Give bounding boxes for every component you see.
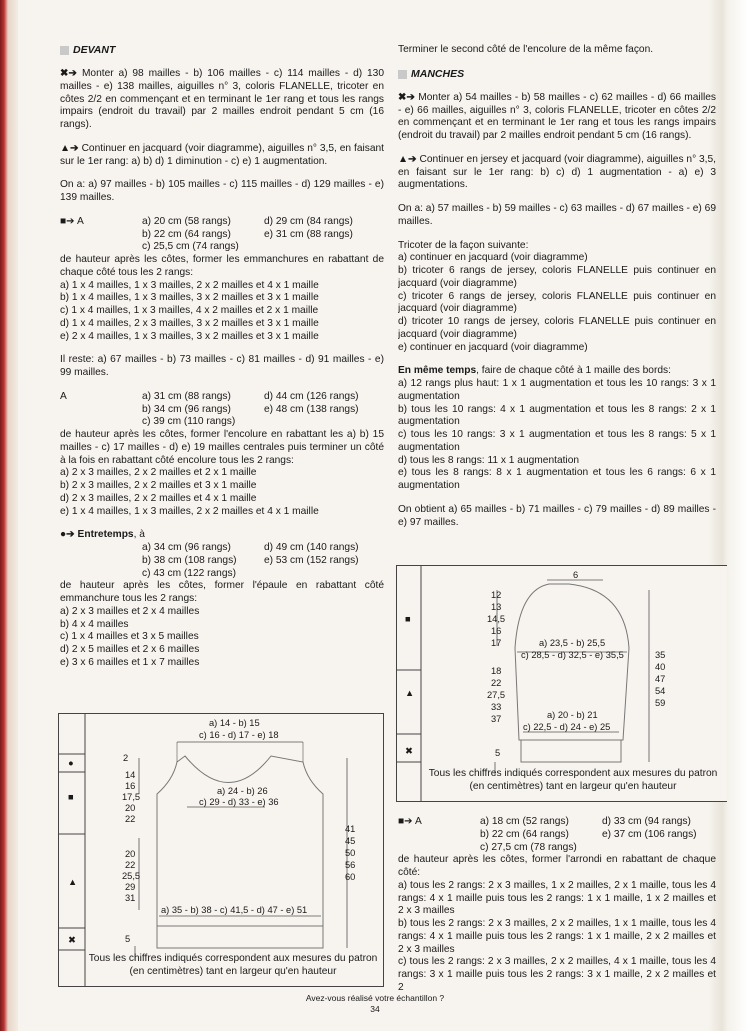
svg-text:22: 22 bbox=[125, 860, 136, 870]
devant-armhole-heights: ■➔ A a) 20 cm (58 rangs) d) 29 cm (84 rangs) b) 22 cm (64 rangs) e) 31 cm (88 rangs) c) 25,5 cm (74 rangs) bbox=[60, 215, 353, 253]
svg-text:31: 31 bbox=[125, 893, 136, 903]
svg-text:59: 59 bbox=[655, 698, 666, 708]
manches-meme-temps: En même temps, faire de chaque côté à 1 maille des bords: bbox=[398, 365, 671, 377]
page-number: 34 bbox=[370, 1004, 380, 1014]
svg-text:45: 45 bbox=[345, 836, 356, 846]
devant-intro: ✖➔ Monter a) 98 mailles - b) 106 mailles - c) 114 mailles - d) 130 mailles - e) 138 mailles, aiguilles n° 3, coloris FLANELLE, tricoter en côtes 2/2 en commençant et en terminant le 1er rang et tous les rangs impairs (endroit du travail) par 2 mailles endroit pendant 5 cm (16 rangs). bbox=[60, 68, 384, 131]
svg-text:16: 16 bbox=[491, 626, 502, 636]
manches-tricoter-list: a) continuer en jacquard (voir diagramme) b) tricoter 6 rangs de jersey, coloris FLANELLE puis continuer en jacquard (voir diagramme) c) tricoter 6 rangs de jersey, coloris FLANELLE puis continuer en jacquard (voir diagramme) d) tricoter 10 rangs de jersey, coloris FLANELLE puis continuer en jacquard (voir diagramme) e) continuer en jacquard (voir diagramme) bbox=[398, 252, 716, 353]
svg-text:a) 14 - b) 15: a) 14 - b) 15 bbox=[209, 718, 260, 728]
svg-text:c) 29 - d) 33 - e) 36: c) 29 - d) 33 - e) 36 bbox=[199, 797, 279, 807]
devant-armhole-text: de hauteur après les côtes, former les emmanchures en rabattant de chaque côté tous les 2 rangs: bbox=[60, 254, 384, 278]
footer-question: Avez-vous réalisé votre échantillon ? bbox=[305, 993, 445, 1003]
svg-text:47: 47 bbox=[655, 674, 666, 684]
devant-schematic-caption: Tous les chiffres indiqués correspondent aux mesures du patron (en centimètres) tant en largeur qu'en hauteur bbox=[88, 953, 378, 977]
square-symbol-icon: ■ bbox=[405, 614, 411, 624]
svg-text:35: 35 bbox=[655, 650, 666, 660]
svg-text:18: 18 bbox=[491, 666, 502, 676]
devant-remaining: Il reste: a) 67 mailles - b) 73 mailles - c) 81 mailles - d) 91 mailles - e) 99 mailles. bbox=[60, 354, 384, 379]
svg-text:14: 14 bbox=[125, 770, 136, 780]
devant-armhole-list: a) 1 x 4 mailles, 1 x 3 mailles, 2 x 2 mailles et 4 x 1 maille b) 1 x 4 mailles, 1 x 3 mailles, 3 x 2 mailles et 3 x 1 maille c) 1 x 4 mailles, 1 x 3 mailles, 4 x 2 mailles et 2 x 1 maille d) 1 x 4 mailles, 2 x 3 mailles, 3 x 2 mailles et 3 x 1 maille e) 2 x 4 mailles, 1 x 3 mailles, 3 x 2 mailles et 3 x 1 maille bbox=[60, 279, 319, 342]
svg-text:33: 33 bbox=[491, 702, 502, 712]
devant-ribbing bbox=[157, 926, 323, 948]
square-arrow-icon: ■➔ A bbox=[60, 215, 84, 227]
svg-text:6: 6 bbox=[573, 570, 579, 580]
manches-heading: MANCHES bbox=[398, 68, 716, 81]
svg-text:14,5: 14,5 bbox=[487, 614, 506, 624]
devant-heading: DEVANT bbox=[60, 44, 384, 57]
svg-text:a) 23,5 - b) 25,5: a) 23,5 - b) 25,5 bbox=[539, 638, 606, 648]
svg-text:c) 28,5 - d) 32,5 - e) 35,5: c) 28,5 - d) 32,5 - e) 35,5 bbox=[521, 650, 624, 660]
devant-jacquard: ▲➔ Continuer en jacquard (voir diagramme), aiguilles n° 3,5, en faisant sur le 1er rang: a) b) d) 1 diminution - c) e) 1 augmentation. bbox=[60, 142, 384, 167]
cross-symbol-icon: ✖ bbox=[405, 746, 413, 756]
svg-text:12: 12 bbox=[491, 590, 502, 600]
devant-neck-list: a) 2 x 3 mailles, 2 x 2 mailles et 2 x 1 maille b) 2 x 3 mailles, 2 x 2 mailles et 3 x 1 maille d) 2 x 3 mailles, 2 x 2 mailles et 4 x 1 maille e) 1 x 4 mailles, 1 x 3 mailles, 2 x 2 mailles et 4 x 1 maille bbox=[60, 467, 319, 517]
manche-ribbing bbox=[521, 740, 621, 762]
devant-column bbox=[60, 44, 384, 670]
devant-shoulder-heights: a) 34 cm (96 rangs) d) 49 cm (140 rangs) b) 38 cm (108 rangs) e) 53 cm (152 rangs) c) 43 cm (122 rangs) bbox=[142, 542, 359, 579]
devant-body-outline bbox=[157, 756, 323, 926]
encolure-finish-text: Terminer le second côté de l'encolure de la même façon. bbox=[398, 44, 654, 55]
manches-stitch-count: On a: a) 57 mailles - b) 59 mailles - c) 63 mailles - d) 67 mailles - e) 69 mailles. bbox=[398, 203, 716, 227]
triangle-arrow-icon: ▲➔ bbox=[398, 153, 417, 165]
svg-text:c) 22,5 - d) 24 - e) 25: c) 22,5 - d) 24 - e) 25 bbox=[523, 722, 611, 732]
svg-text:22: 22 bbox=[125, 814, 136, 824]
svg-text:5: 5 bbox=[495, 748, 501, 758]
manche-schematic bbox=[396, 565, 727, 802]
svg-text:29: 29 bbox=[125, 882, 136, 892]
svg-text:5: 5 bbox=[125, 934, 131, 944]
devant-entretemps: ●➔ Entretemps, à bbox=[60, 529, 145, 541]
svg-text:60: 60 bbox=[345, 872, 356, 882]
manche-schematic-caption: Tous les chiffres indiqués correspondent aux mesures du patron (en centimètres) tant en largeur qu'en hauteur bbox=[428, 768, 718, 792]
svg-text:50: 50 bbox=[345, 848, 356, 858]
devant-shoulder-text: de hauteur après les côtes, former l'épaule en rabattant côté emmanchure tous les 2 rangs: bbox=[60, 580, 384, 605]
svg-text:17,5: 17,5 bbox=[122, 792, 141, 802]
manches-cap-list: a) tous les 2 rangs: 2 x 3 mailles, 1 x 2 mailles, 2 x 1 maille, tous les 4 rangs: 4 x 1 maille puis tous les 2 rangs: 1 x 1 maille, 1 x 2 mailles et 2 x 3 mailles b) tous les 2 rangs: 2 x 3 mailles, 2 x 2 mailles, 1 x 1 maille, tous les 4 rangs: 4 x 1 maille puis tous les 2 rangs: 1 x 1 maille, 2 x 2 mailles et 2 x 3 mailles c) tous les 2 rangs: 2 x 3 mailles, 2 x 2 mailles, 4 x 1 maille, tous les 4 rangs: 3 x 1 maille puis tous les 2 rangs: 3 x 1 maille, 2 x 2 mailles et 2 bbox=[398, 879, 716, 993]
square-symbol-icon: ■ bbox=[68, 792, 74, 802]
svg-text:a) 35 - b) 38 - c) 41,5 - d) 4: a) 35 - b) 38 - c) 41,5 - d) 47 - e) 51 bbox=[161, 905, 308, 915]
svg-text:a) 20 - b) 21: a) 20 - b) 21 bbox=[547, 710, 598, 720]
svg-text:25,5: 25,5 bbox=[122, 871, 141, 881]
svg-text:56: 56 bbox=[345, 860, 356, 870]
devant-stitch-count: On a: a) 97 mailles - b) 105 mailles - c) 115 mailles - d) 129 mailles - e) 139 mailles. bbox=[60, 179, 384, 204]
square-bullet-icon bbox=[60, 46, 69, 55]
triangle-symbol-icon: ▲ bbox=[68, 877, 78, 887]
svg-text:40: 40 bbox=[655, 662, 666, 672]
triangle-arrow-icon: ▲➔ bbox=[60, 142, 79, 154]
devant-shoulder-list: a) 2 x 3 mailles et 2 x 4 mailles b) 4 x 4 mailles c) 1 x 4 mailles et 3 x 5 mailles d) 2 x 5 mailles et 2 x 6 mailles e) 3 x 6 mailles et 1 x 7 mailles bbox=[60, 605, 200, 668]
svg-text:20: 20 bbox=[125, 849, 136, 859]
circle-arrow-icon: ●➔ bbox=[60, 529, 75, 541]
devant-neck-text: de hauteur après les côtes, former l'encolure en rabattant les a) b) 15 mailles - c) 17 mailles - d) e) 19 mailles centrales puis terminer un côté à la fois en rabattant côté encolure tous les 2 rangs: bbox=[60, 429, 384, 466]
svg-text:2: 2 bbox=[123, 753, 129, 763]
svg-text:20: 20 bbox=[125, 803, 136, 813]
circle-symbol-icon: ● bbox=[68, 758, 74, 768]
manches-column bbox=[398, 44, 716, 529]
manches-cap-heights: ■➔ A a) 18 cm (52 rangs) d) 33 cm (94 rangs) b) 22 cm (64 rangs) e) 37 cm (106 rangs) c) 27,5 cm (78 rangs) bbox=[398, 816, 697, 853]
manches-tricoter-intro: Tricoter de la façon suivante: bbox=[398, 239, 529, 251]
triangle-symbol-icon: ▲ bbox=[405, 688, 415, 698]
svg-text:13: 13 bbox=[491, 602, 502, 612]
devant-neck-heights: A a) 31 cm (88 rangs) d) 44 cm (126 rangs) b) 34 cm (96 rangs) e) 48 cm (138 rangs) c) 39 cm (110 rangs) bbox=[60, 390, 359, 428]
svg-text:22: 22 bbox=[491, 678, 502, 688]
manches-jersey: ▲➔ Continuer en jersey et jacquard (voir diagramme), aiguilles n° 3,5, en faisant sur le 1er rang: b) c) d) 1 augmentation - a) e) 3 augmentations. bbox=[398, 153, 716, 191]
svg-text:16: 16 bbox=[125, 781, 136, 791]
svg-text:17: 17 bbox=[491, 638, 502, 648]
square-bullet-icon bbox=[398, 70, 407, 79]
manches-obtained: On obtient a) 65 mailles - b) 71 mailles - c) 79 mailles - d) 89 mailles - e) 97 mailles. bbox=[398, 503, 716, 528]
square-arrow-icon: ■➔ A bbox=[398, 816, 422, 827]
svg-text:37: 37 bbox=[491, 714, 502, 724]
manches-arrondi bbox=[398, 816, 716, 995]
cross-arrow-icon: ✖➔ bbox=[60, 68, 78, 80]
cross-arrow-icon: ✖➔ bbox=[398, 91, 416, 103]
devant-schematic bbox=[58, 713, 384, 987]
svg-text:a) 24 - b) 26: a) 24 - b) 26 bbox=[217, 786, 268, 796]
svg-text:27,5: 27,5 bbox=[487, 690, 506, 700]
manches-cap-text: de hauteur après les côtes, former l'arrondi en rabattant de chaque côté: bbox=[398, 854, 716, 878]
svg-text:c) 16 - d) 17 - e) 18: c) 16 - d) 17 - e) 18 bbox=[199, 730, 279, 740]
binding-edge-left bbox=[0, 0, 18, 1031]
svg-text:41: 41 bbox=[345, 824, 356, 834]
cross-symbol-icon: ✖ bbox=[68, 935, 76, 945]
manches-intro: ✖➔ Monter a) 54 mailles - b) 58 mailles - c) 62 mailles - d) 66 mailles - e) 66 mailles, aiguilles n° 3, coloris FLANELLE, tricoter en côtes 2/2 en commençant et en terminant le 1er rang et tous les rangs impairs (endroit du travail) par 2 mailles endroit pendant 5 cm (16 rangs). bbox=[398, 91, 716, 142]
manches-increase-list: a) 12 rangs plus haut: 1 x 1 augmentation et tous les 10 rangs: 3 x 1 augmentation b) tous les 10 rangs: 4 x 1 augmentation et tous les 8 rangs: 2 x 1 augmentation c) tous les 10 rangs: 3 x 1 augmentation et tous les 8 rangs: 5 x 1 augmentation d) tous les 8 rangs: 11 x 1 augmentation e) tous les 8 rangs: 8 x 1 augmentation et tous les 6 rangs: 6 x 1 augmentation bbox=[398, 378, 716, 492]
svg-text:54: 54 bbox=[655, 686, 666, 696]
